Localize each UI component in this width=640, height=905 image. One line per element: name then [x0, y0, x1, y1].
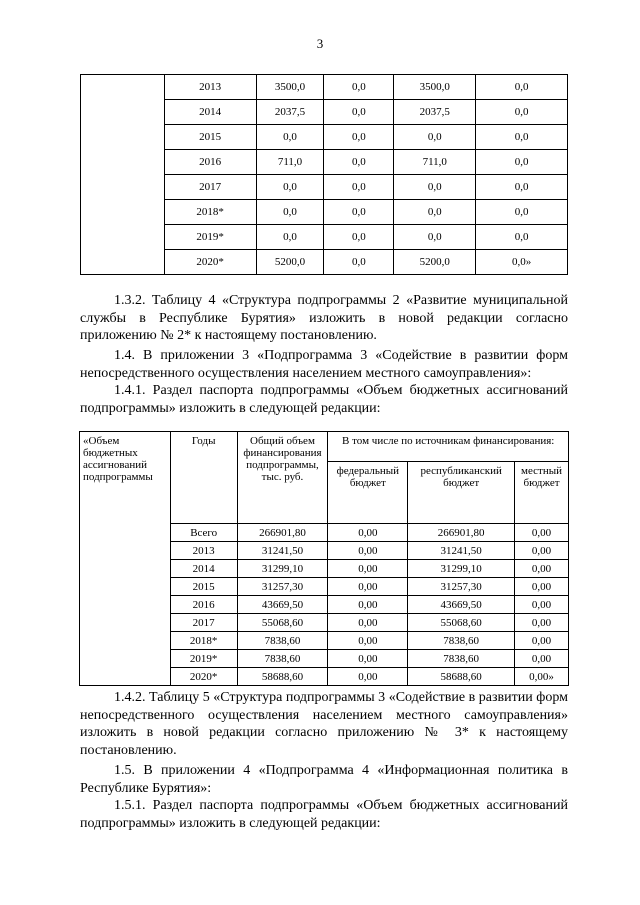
table-cell: 0,0 [324, 200, 394, 225]
header-years: Годы [170, 432, 237, 524]
table-cell: 0,0 [476, 225, 568, 250]
table-cell: 0,0 [476, 150, 568, 175]
table-cell: 2013 [170, 542, 237, 560]
header-federal: федеральный бюджет [328, 462, 408, 524]
table-cell: 0,0 [394, 225, 476, 250]
table-cell: 0,0 [324, 225, 394, 250]
table-cell: 2019* [164, 225, 256, 250]
table-cell: 2018* [170, 632, 237, 650]
header-total: Общий объем финансирования подпрограммы, тыс. руб. [237, 432, 328, 524]
table-cell: 31299,10 [408, 560, 515, 578]
blank-label-cell [81, 75, 165, 275]
table-budget-allocations-subprogram-3 [79, 431, 569, 686]
table-cell: 0,00 [515, 578, 569, 596]
page-number: 3 [316, 36, 324, 51]
table-cell: 0,00 [515, 542, 569, 560]
table-cell: 5200,0 [256, 250, 324, 275]
table-cell: 55068,60 [237, 614, 328, 632]
table-cell: 2014 [170, 560, 237, 578]
table-cell: 31299,10 [237, 560, 328, 578]
budget-label: «Объем бюджетных ассигнований подпрограммы [83, 435, 153, 483]
table-cell: 2015 [164, 125, 256, 150]
table-cell: 58688,60 [408, 668, 515, 686]
table-cell: 711,0 [394, 150, 476, 175]
table-cell: 2037,5 [394, 100, 476, 125]
table-cell: 0,0 [256, 225, 324, 250]
table-cell: 58688,60 [237, 668, 328, 686]
table-funding-subprogram-2 [80, 74, 568, 275]
table-cell: 0,0 [476, 100, 568, 125]
table-cell: 43669,50 [237, 596, 328, 614]
table-cell: 0,00 [328, 578, 408, 596]
table-cell: 2018* [164, 200, 256, 225]
table-cell: 31257,30 [408, 578, 515, 596]
table-cell: 0,0 [476, 200, 568, 225]
table-cell: 2014 [164, 100, 256, 125]
table-cell: 7838,60 [408, 650, 515, 668]
table-cell: 3500,0 [256, 75, 324, 100]
paragraph-1-4-2: 1.4.2. Таблицу 5 «Структура подпрограммы 3 «Содействие в развитии форм непосредственного осуществления населением местного самоуправления» изложить в новой редакции согласно приложению № 3* к настоящему постановлению. [80, 690, 568, 758]
table-cell: 266901,80 [237, 524, 328, 542]
table-cell: 0,00 [515, 560, 569, 578]
table-cell: 2017 [164, 175, 256, 200]
table-cell: 0,0 [324, 250, 394, 275]
budget-label-cell [80, 432, 171, 686]
paragraph-1-5-1: 1.5.1. Раздел паспорта подпрограммы «Объем бюджетных ассигнований подпрограммы» изложить в следующей редакции: [80, 798, 568, 831]
table-cell: 2037,5 [256, 100, 324, 125]
table-cell: 0,0 [324, 175, 394, 200]
table-cell: 0,00 [328, 596, 408, 614]
table-cell: 0,00» [515, 668, 569, 686]
table-cell: 0,0 [324, 150, 394, 175]
table-cell: 31241,50 [237, 542, 328, 560]
table-cell: 0,00 [328, 524, 408, 542]
paragraph-1-4-1: 1.4.1. Раздел паспорта подпрограммы «Объем бюджетных ассигнований подпрограммы» изложить в следующей редакции: [80, 383, 568, 416]
table-cell: 7838,60 [237, 632, 328, 650]
table-cell: 0,00 [328, 560, 408, 578]
table-cell: Всего [170, 524, 237, 542]
table-cell: 2020* [164, 250, 256, 275]
table-cell: 0,0 [476, 175, 568, 200]
table-cell: 0,0 [394, 175, 476, 200]
paragraph-1-5: 1.5. В приложении 4 «Подпрограмма 4 «Информационная политика в Республике Бурятия»: [80, 763, 568, 796]
table-cell: 2017 [170, 614, 237, 632]
table-cell: 2013 [164, 75, 256, 100]
table-cell: 0,0 [324, 100, 394, 125]
table-cell: 2019* [170, 650, 237, 668]
header-republic: республиканский бюджет [408, 462, 515, 524]
table-cell: 0,00 [515, 524, 569, 542]
table-cell: 0,00 [515, 650, 569, 668]
table-cell: 0,0 [394, 200, 476, 225]
table-cell: 0,00 [515, 596, 569, 614]
table-cell: 0,00 [328, 542, 408, 560]
table-cell: 2016 [164, 150, 256, 175]
table-cell: 7838,60 [408, 632, 515, 650]
header-local: местный бюджет [515, 462, 569, 524]
table-cell: 55068,60 [408, 614, 515, 632]
table-cell: 5200,0 [394, 250, 476, 275]
table-cell: 0,0 [324, 75, 394, 100]
table-cell: 0,0 [476, 125, 568, 150]
table-cell: 0,00 [515, 632, 569, 650]
header-sources: В том числе по источникам финансирования: [328, 432, 569, 462]
paragraph-1-3-2: 1.3.2. Таблицу 4 «Структура подпрограммы 2 «Развитие муниципальной службы в Республике Бурятия» изложить в новой редакции согласно приложению № 2* к настоящему постановлению. [80, 293, 568, 343]
table-cell: 0,0 [476, 75, 568, 100]
table-cell: 31241,50 [408, 542, 515, 560]
table-cell: 266901,80 [408, 524, 515, 542]
table-cell: 0,0 [256, 175, 324, 200]
table-cell: 2020* [170, 668, 237, 686]
table-cell: 0,00 [328, 614, 408, 632]
table-cell: 0,00 [328, 668, 408, 686]
table-cell: 2015 [170, 578, 237, 596]
table-cell: 31257,30 [237, 578, 328, 596]
table-cell: 0,0 [394, 125, 476, 150]
paragraph-1-4: 1.4. В приложении 3 «Подпрограмма 3 «Содействие в развитии форм непосредственного осуществления населением местного самоуправления»: [80, 348, 568, 381]
table-cell: 0,0 [256, 125, 324, 150]
table-row [81, 75, 568, 100]
table-cell: 2016 [170, 596, 237, 614]
table-cell: 0,00 [328, 650, 408, 668]
table-cell: 0,00 [328, 632, 408, 650]
table-cell: 43669,50 [408, 596, 515, 614]
table-cell: 3500,0 [394, 75, 476, 100]
table-cell: 0,0 [256, 200, 324, 225]
table-cell: 711,0 [256, 150, 324, 175]
table-cell: 0,00 [515, 614, 569, 632]
table-cell: 7838,60 [237, 650, 328, 668]
table-cell: 0,0» [476, 250, 568, 275]
table-cell: 0,0 [324, 125, 394, 150]
